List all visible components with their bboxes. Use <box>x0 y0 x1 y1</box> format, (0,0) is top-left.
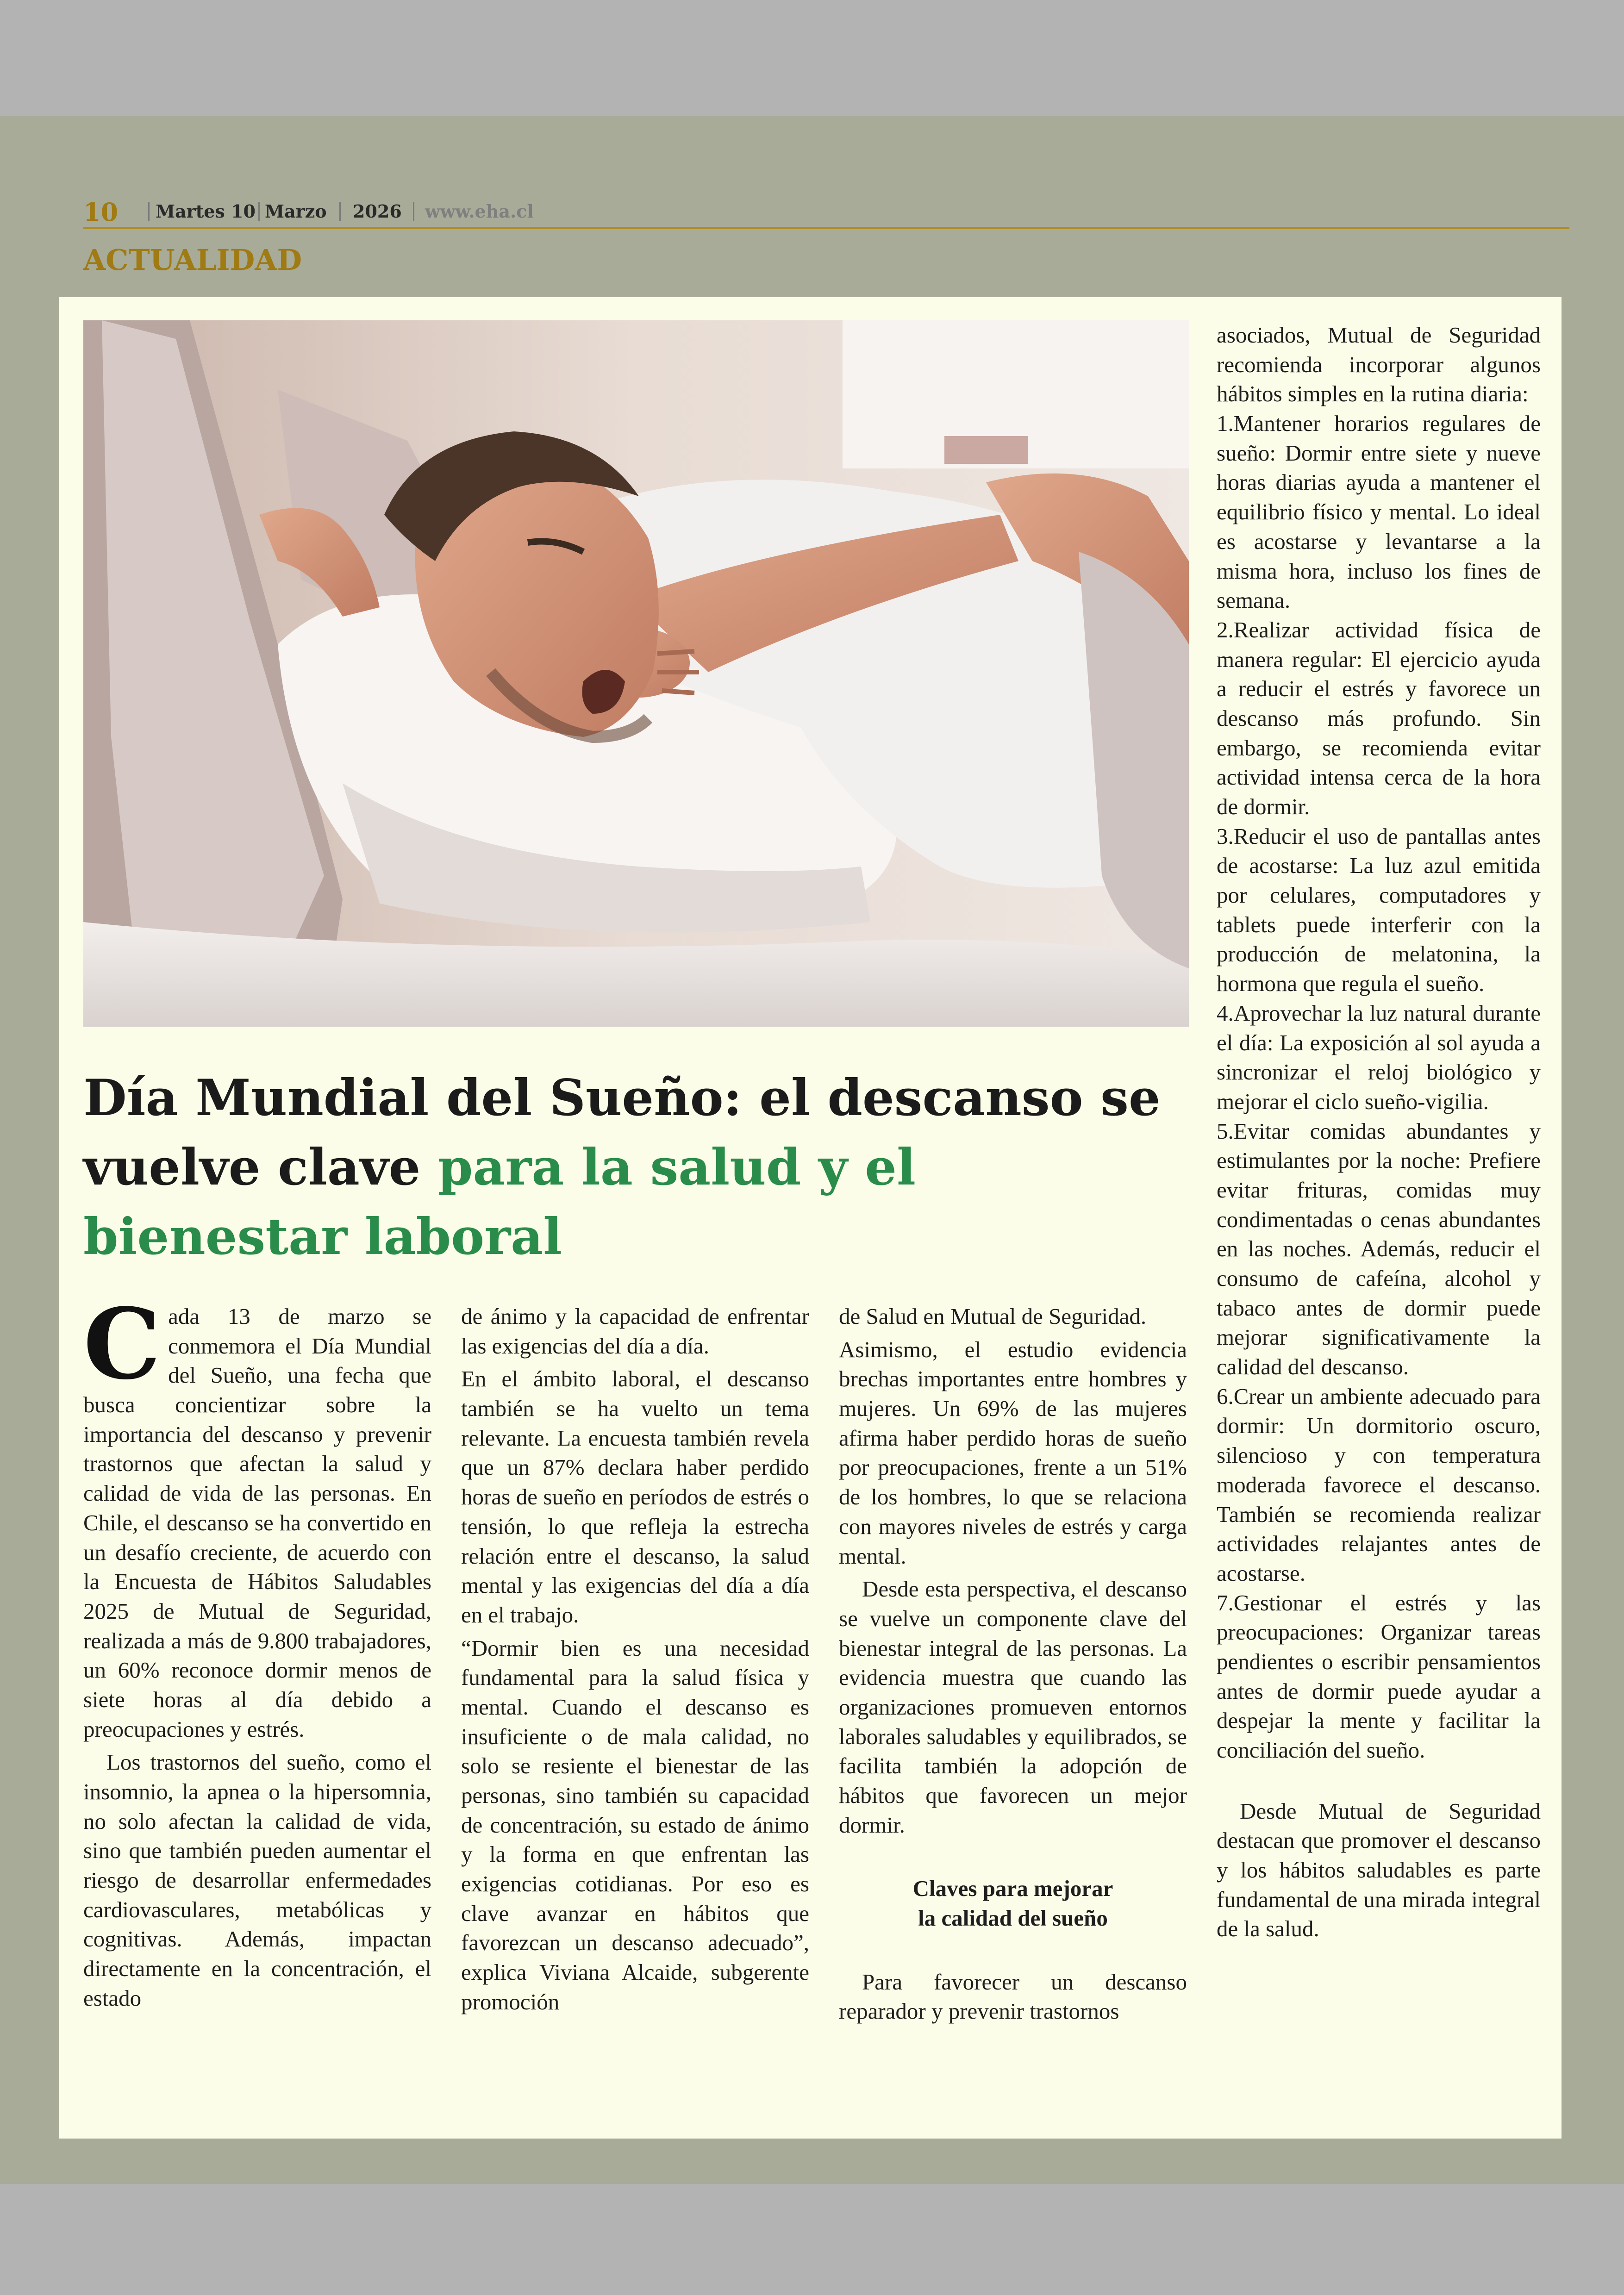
headline-part2: para la salud y el bienestar laboral <box>83 1138 916 1266</box>
article-column-4 <box>1217 320 1541 1944</box>
header-divider <box>258 202 260 221</box>
header-website: www.eha.cl <box>425 201 534 222</box>
article-column-1 <box>83 1287 431 2013</box>
newspaper-page <box>0 116 1624 2184</box>
header-day: Martes 10 <box>156 201 256 222</box>
article-column-3 <box>839 1302 1187 2026</box>
headline <box>83 1063 1194 1272</box>
tip-item: 1.Mantener horarios regulares de sueño: Dormir entre siete y nueve horas diarias ayuda a mantener el equilibrio físico y mental. Lo ideal es acostarse y levantarse a la misma hora, incluso los fines de semana. <box>1217 411 1541 613</box>
page-header <box>83 194 1569 229</box>
article-photo <box>83 320 1189 1027</box>
paragraph: asociados, Mutual de Seguridad recomienda incorporar algunos hábitos simples en la rutina diaria: <box>1217 322 1541 407</box>
headline-part1: Día Mundial del Sueño: el descanso se vuelve clave <box>83 1069 1161 1197</box>
header-month: Marzo <box>265 201 327 222</box>
quote-paragraph: “Dormir bien es una necesidad fundamental para la salud física y mental. Cuando el descanso es insuficiente o de mala calidad, no solo se resiente el bienestar de las personas, sino también su capacidad de concentración, su estado de ánimo y la forma en que enfrentan las exigencias cotidianas. Por eso es clave avanzar en hábitos que favorezcan un descanso adecuado”, explica Viviana Alcaide, subgerente promoción <box>461 1635 809 2014</box>
subheading-line-1: Claves para mejorar <box>912 1876 1113 1902</box>
tip-item: 6.Crear un ambiente adecuado para dormir: Un dormitorio oscuro, silencioso y con temperatura moderada favorece el descanso. También se recomienda realizar actividades relajantes antes de acostarse. <box>1217 1383 1541 1586</box>
paragraph: ada 13 de marzo se conmemora el Día Mundial del Sueño, una fecha que busca concientizar sobre la importancia del descanso y prevenir trastornos que afectan la salud y calidad de vida de las personas. En Chile, el descanso se ha convertido en un desafío creciente, de acuerdo con la Encuesta de Hábitos Saludables 2025 de Mutual de Seguridad, realizada a más de 9.800 trabajadores, un 60% reconoce dormir menos de siete horas al día debido a preocupaciones y estrés. <box>83 1303 431 1742</box>
tip-item: 7.Gestionar el estrés y las preocupaciones: Organizar tareas pendientes o escribir pensamientos antes de dormir puede ayudar a despejar la mente y facilitar la conciliación del sueño. <box>1217 1590 1541 1763</box>
paragraph: Desde esta perspectiva, el descanso se vuelve un componente clave del bienestar integral de las personas. La evidencia muestra que cuando las organizaciones promueven entornos laborales saludables y equilibrados, se facilita también la adopción de hábitos que favorecen un mejor dormir. <box>839 1576 1187 1838</box>
paragraph: de Salud en Mutual de Seguridad. <box>839 1303 1147 1329</box>
header-divider <box>339 202 341 221</box>
tip-item: 5.Evitar comidas abundantes y estimulantes por la noche: Prefiere evitar frituras, comidas muy condimentadas o cenas abundantes en las noches. Además, reducir el consumo de cafeína, alcohol y tabaco antes de dormir puede mejorar significativamente la calidad del descanso. <box>1217 1118 1541 1380</box>
article-panel <box>59 297 1562 2139</box>
section-title: ACTUALIDAD <box>83 243 302 277</box>
paragraph: En el ámbito laboral, el descanso también se ha vuelto un tema relevante. La encuesta también revela que un 87% declara haber perdido horas de sueño en períodos de estrés o tensión, lo que refleja la estrecha relación entre el descanso, la salud mental y las exigencias del día a día en el trabajo. <box>461 1366 809 1628</box>
subheading <box>839 1874 1187 1933</box>
paragraph: Los trastornos del sueño, como el insomnio, la apnea o la hipersomnia, no solo afectan la calidad de vida, sino que también pueden aumentar el riesgo de desarrollar enfermedades cardiovasculares, metabólicas y cognitivas. Además, impactan directamente en la concentración, el estado <box>83 1749 431 2011</box>
yawning-man-in-bed-illustration <box>83 320 1189 1027</box>
tip-item: 4.Aprovechar la luz natural durante el día: La exposición al sol ayuda a sincronizar el reloj biológico y mejorar el ciclo sueño-vigilia. <box>1217 1000 1541 1114</box>
header-divider <box>148 202 150 221</box>
drop-cap: C <box>83 1287 161 1401</box>
tip-item: 2.Realizar actividad física de manera regular: El ejercicio ayuda a reducir el estrés y favorece un descanso más profundo. Sin embargo, se recomienda evitar actividad intensa cerca de la hora de dormir. <box>1217 617 1541 819</box>
header-year: 2026 <box>353 201 402 222</box>
closing-paragraph: Desde Mutual de Seguridad destacan que promover el descanso y los hábitos saludables es parte fundamental de una mirada integral de la salud. <box>1217 1798 1541 1942</box>
paragraph: Asimismo, el estudio evidencia brechas importantes entre hombres y mujeres. Un 69% de las mujeres afirma haber perdido horas de sueño por preocupaciones, frente a un 51% de los hombres, lo que se relaciona con mayores niveles de estrés y carga mental. <box>839 1336 1187 1569</box>
article-column-2 <box>461 1302 809 2017</box>
page-number: 10 <box>83 197 119 227</box>
tip-item: 3.Reducir el uso de pantallas antes de acostarse: La luz azul emitida por celulares, computadores y tablets puede interferir con la producción de melatonina, la hormona que regula el sueño. <box>1217 823 1541 997</box>
header-divider <box>413 202 414 221</box>
paragraph: de ánimo y la capacidad de enfrentar las exigencias del día a día. <box>461 1303 809 1359</box>
subheading-line-2: la calidad del sueño <box>918 1905 1108 1931</box>
paragraph: Para favorecer un descanso reparador y prevenir trastornos <box>839 1969 1187 2024</box>
